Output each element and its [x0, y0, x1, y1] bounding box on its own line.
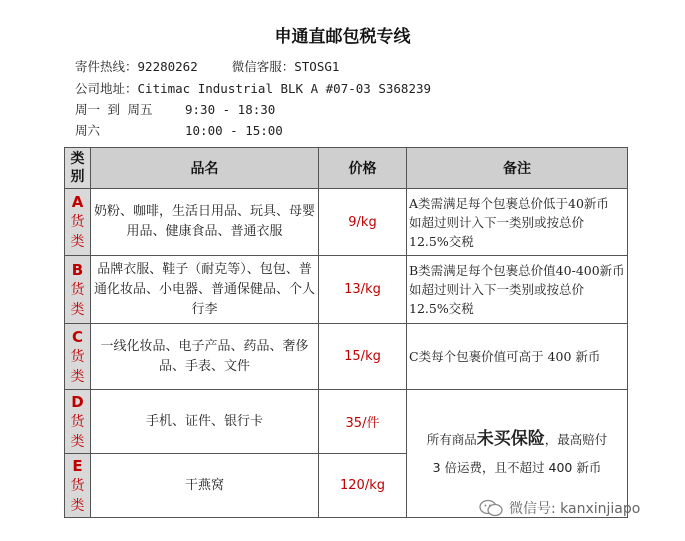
merged-note-prefix: 所有商品: [426, 432, 477, 447]
merged-note-line2: 3 倍运费，且不超过 400 新币: [432, 460, 602, 475]
contact-line: [75, 57, 339, 75]
price-table: [64, 147, 628, 518]
category-sub: 货: [70, 348, 85, 365]
note-cell: B类需满足每个包裹总价值40-400新币如超过则计入下一类别或按总价 12.5%交税: [407, 256, 628, 324]
hotline-label: 寄件热线：: [75, 59, 138, 74]
category-sub: 类: [70, 497, 85, 514]
category-cell: [65, 256, 91, 324]
table-row: [65, 189, 628, 256]
header-price: 价格: [319, 148, 407, 189]
page-title: 申通直邮包税专线: [274, 27, 411, 47]
address-label: 公司地址：: [75, 81, 138, 96]
note-cell: C类每个包裹价值可高于 400 新币: [407, 324, 628, 390]
header-category: 类别: [65, 148, 91, 189]
watermark: [478, 498, 640, 518]
category-cell: [65, 390, 91, 454]
header-note: 备注: [407, 148, 628, 189]
watermark-text: 微信号: kanxinjiapo: [509, 501, 641, 517]
table-row: [65, 390, 628, 454]
header-items: 品名: [91, 148, 319, 189]
price-cell: 15/kg: [319, 324, 407, 390]
category-letter: E: [72, 456, 83, 475]
category-sub: 类: [70, 234, 85, 250]
table-row: [65, 324, 628, 390]
merged-note-highlight: 未买保险: [476, 429, 545, 449]
category-sub: 货: [70, 214, 85, 230]
wechat-label: 微信客服：: [231, 59, 295, 74]
hours-saturday-time: 10:00 - 15:00: [185, 123, 283, 138]
table-header-row: [65, 148, 628, 189]
category-sub: 类: [70, 301, 85, 318]
category-letter: D: [71, 392, 84, 411]
category-sub: 类: [70, 433, 85, 450]
category-cell: [65, 189, 91, 256]
items-cell: 奶粉、咖啡，生活日用品、玩具、母婴用品、健康食品、普通衣服: [91, 189, 319, 256]
category-cell: [65, 454, 91, 518]
items-cell: 手机、证件、银行卡: [91, 390, 319, 454]
price-cell: 35/件: [319, 390, 407, 454]
category-letter: C: [71, 327, 83, 346]
note-cell: A类需满足每个包裹总价低于40新币 如超过则计入下一类别或按总价 12.5%交税: [407, 189, 628, 256]
price-cell: 13/kg: [319, 256, 407, 324]
category-sub: 货: [70, 281, 85, 298]
wechat-icon: [478, 499, 504, 517]
items-cell: 干燕窝: [91, 454, 319, 518]
hours-saturday-days: 周六: [75, 123, 101, 138]
wechat-value: STOSG1: [294, 59, 340, 74]
hotline-value: 92280262: [137, 59, 198, 74]
address-value: Citimac Industrial BLK A #07-03 S368239: [137, 81, 432, 96]
items-cell: 品牌衣服、鞋子（耐克等）、包包、普通化妆品、小电器、普通保健品、个人行李: [91, 256, 319, 324]
merged-note-line1: [411, 425, 623, 454]
price-cell: 120/kg: [319, 454, 407, 518]
price-cell: 9/kg: [319, 189, 407, 256]
table-row: [65, 256, 628, 324]
category-cell: [65, 324, 91, 390]
category-sub: 货: [70, 477, 85, 494]
category-sub: 货: [70, 413, 85, 430]
items-cell: 一线化妆品、电子产品、药品、奢侈品、手表、文件: [91, 324, 319, 390]
address-line: [75, 79, 431, 97]
hours-weekday: [75, 100, 275, 118]
merged-note-suffix: ，最高赔付: [544, 432, 608, 447]
hours-weekday-time: 9:30 - 18:30: [185, 102, 276, 117]
hours-saturday: [75, 121, 283, 139]
hours-weekday-days: 周一 到 周五: [75, 102, 153, 117]
category-sub: 类: [70, 368, 85, 385]
category-letter: B: [71, 260, 84, 279]
category-letter: A: [71, 193, 84, 211]
